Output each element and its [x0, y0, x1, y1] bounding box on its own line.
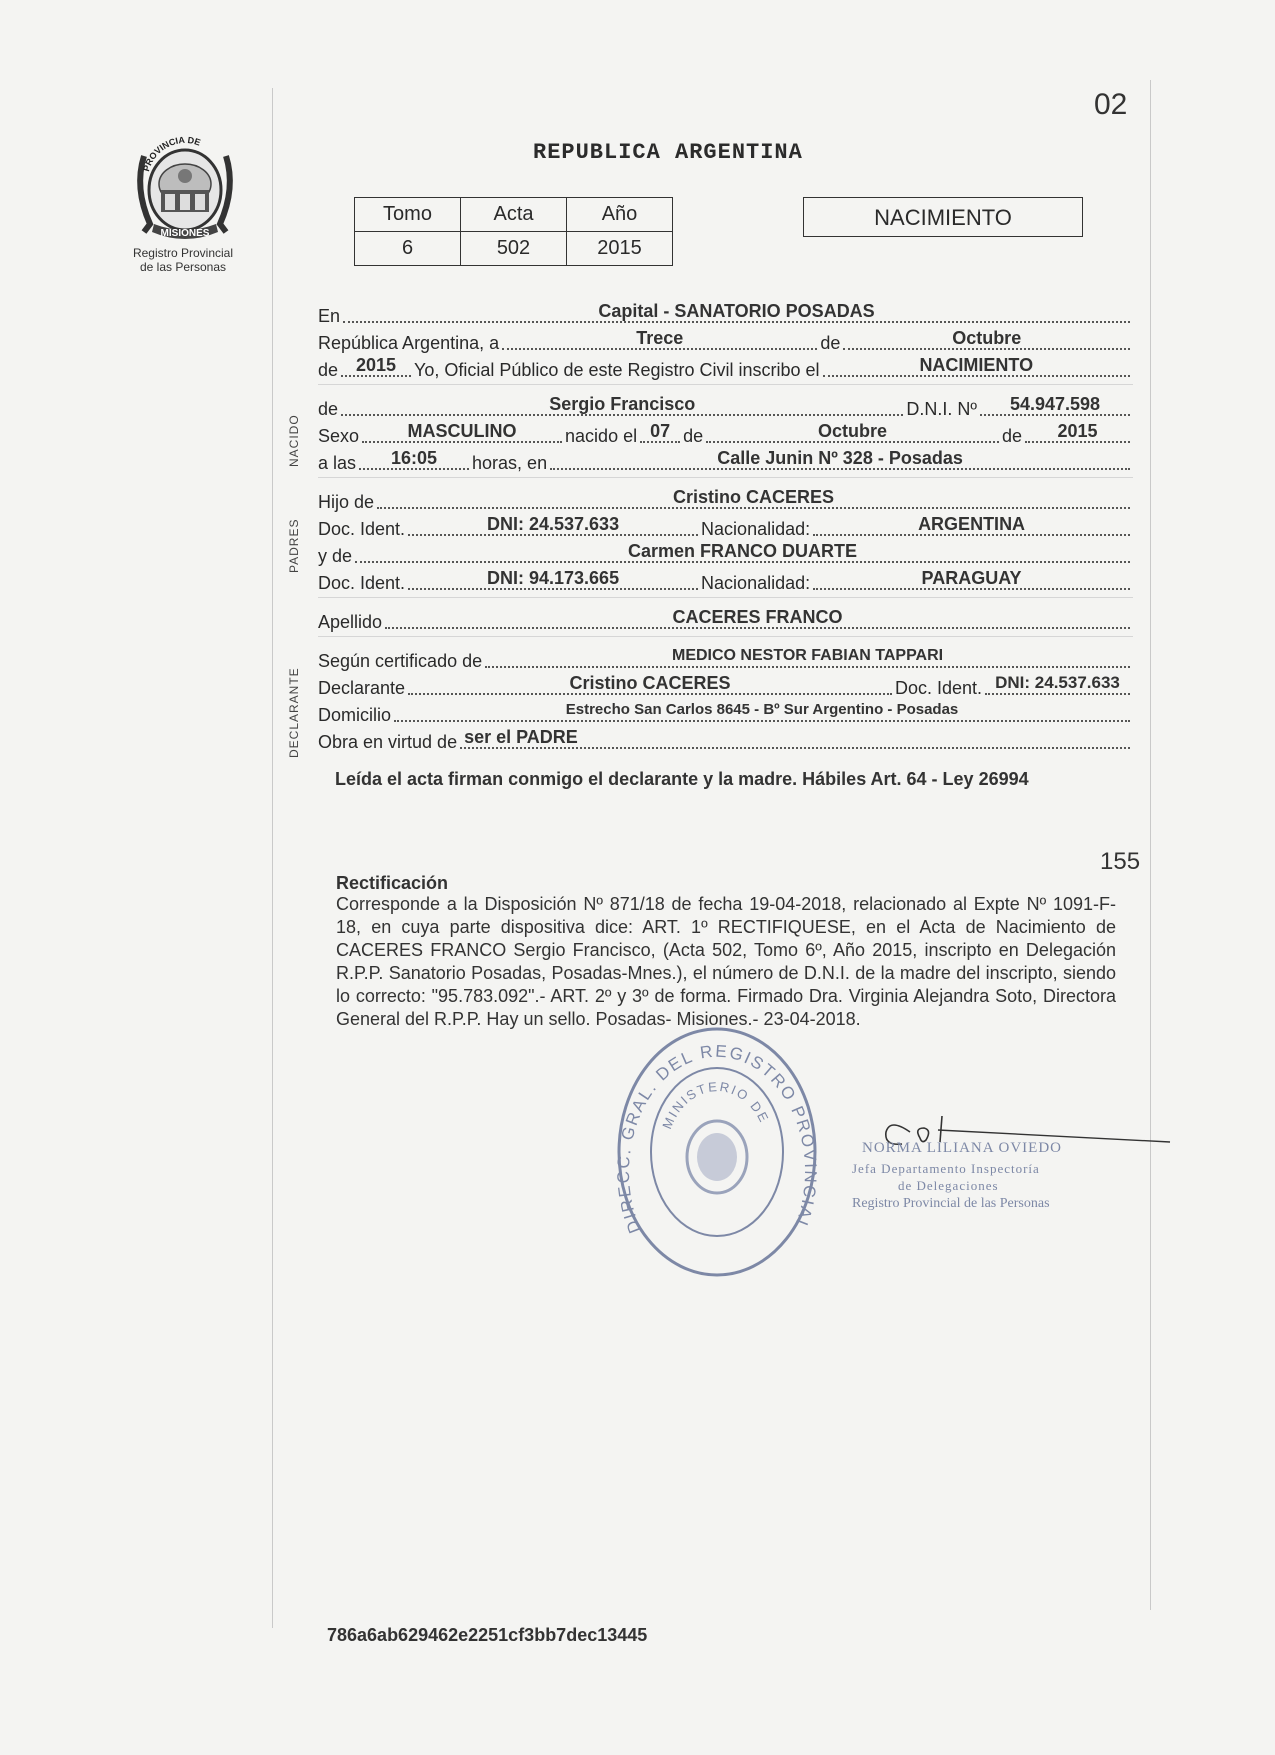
- row-madre-doc: Doc. Ident. DNI: 94.173.665 Nacionalidad: PARAGUAY: [318, 567, 1133, 594]
- stamp-outer-text: DIRECC. GRAL. DEL REGISTRO PROVINCIAL: [613, 1041, 821, 1236]
- row-padre-doc: Doc. Ident. DNI: 24.537.633 Nacionalidad: ARGENTINA: [318, 513, 1133, 540]
- header-acta: Acta: [461, 198, 567, 232]
- logo-top-text: PROVINCIA DE: [141, 134, 202, 173]
- signatory-title-1: Jefa Departamento Inspectoría: [852, 1161, 1040, 1176]
- field-anio: 2015: [356, 355, 397, 375]
- registry-table: [354, 197, 673, 266]
- row-apellido: Apellido CACERES FRANCO: [318, 606, 1133, 633]
- annotation-number: 155: [1100, 848, 1141, 875]
- rectification-body: Corresponde a la Disposición Nº 871/18 de fecha 19-04-2018, relacionado al Expte Nº 1091-F-18, en cuya parte dispositiva dice: ART. 1º RECTIFIQUESE, en el Acta de Nacimiento de CACERES FRANCO Sergio Francisco, (Acta 502, Tomo 6º, Año 2015, inscripto en Delegación R.P.P. Sanatorio Posadas, Posadas-Mnes.), el número de D.N.I. de la madre del inscripto, siendo lo correcto: "95.783.092".- ART. 2º y 3º de forma. Firmado Dra. Virginia Alejandra Soto, Directora General del R.P.P. Hay un sello. Posadas- Misiones.- 23-04-2018.: [336, 894, 1116, 1029]
- row-madre: y de Carmen FRANCO DUARTE: [318, 540, 1133, 567]
- section-label-nacido: NACIDO: [287, 414, 301, 467]
- row-domicilio: Domicilio Estrecho San Carlos 8645 - Bº Sur Argentino - Posadas: [318, 699, 1133, 726]
- province-logo: [130, 128, 240, 251]
- field-inscribe: NACIMIENTO: [919, 355, 1034, 375]
- row-sexo: Sexo MASCULINO nacido el 07 de Octubre de 2015: [318, 420, 1133, 447]
- registry-value-row: [355, 232, 673, 266]
- closing-statement: Leída el acta firman conmigo el declarante y la madre. Hábiles Art. 64 - Ley 26994: [335, 769, 1029, 789]
- field-mes-nac: Octubre: [818, 421, 888, 441]
- value-acta: 502: [461, 232, 567, 266]
- value-anio: 2015: [567, 232, 673, 266]
- province-seal-icon: [130, 128, 240, 246]
- section-label-declarante: DECLARANTE: [287, 667, 301, 758]
- field-nombre: Sergio Francisco: [549, 394, 696, 414]
- row-inscripcion: de 2015 Yo, Oficial Público de este Registro Civil inscribo el NACIMIENTO: [318, 354, 1133, 381]
- field-apellido: CACERES FRANCO: [672, 607, 843, 627]
- field-madre-nac: PARAGUAY: [921, 568, 1022, 588]
- page-number: 02: [1094, 88, 1128, 121]
- birth-record-form: [318, 300, 1133, 753]
- svg-text:DIRECC. GRAL. DEL REGISTRO PRO: [612, 1022, 820, 1241]
- logo-bottom-text: MISIONES: [160, 228, 210, 239]
- official-stamp-icon: [612, 1022, 822, 1282]
- right-margin-rule: [1150, 80, 1151, 1610]
- field-dia-letras: Trece: [636, 328, 684, 348]
- field-lugar: Capital - SANATORIO POSADAS: [598, 301, 875, 321]
- field-declarante: Cristino CACERES: [569, 673, 731, 693]
- field-dni: 54.947.598: [1009, 394, 1101, 414]
- document-hash: 786a6ab629462e2251cf3bb7dec13445: [327, 1625, 648, 1645]
- field-dia-nac: 07: [650, 421, 671, 441]
- signatory-name: NORMA LILIANA OVIEDO: [862, 1140, 1062, 1156]
- left-margin-rule: [272, 88, 273, 1628]
- field-madre: Carmen FRANCO DUARTE: [628, 541, 858, 561]
- rectification-title: Rectificación: [336, 873, 449, 893]
- value-tomo: 6: [355, 232, 461, 266]
- field-hora: 16:05: [391, 448, 438, 468]
- row-hora: a las 16:05 horas, en Calle Junin Nº 328 - Posadas: [318, 447, 1133, 474]
- stamp-inner-text: MINISTERIO DE: [659, 1078, 773, 1132]
- field-domicilio: Estrecho San Carlos 8645 - Bº Sur Argentino - Posadas: [565, 701, 959, 718]
- row-certificado: Según certificado de MEDICO NESTOR FABIAN TAPPARI: [318, 645, 1133, 672]
- field-madre-doc: DNI: 94.173.665: [487, 568, 620, 588]
- row-padre: Hijo de Cristino CACERES: [318, 486, 1133, 513]
- row-lugar: En Capital - SANATORIO POSADAS: [318, 300, 1133, 327]
- field-certificado: MEDICO NESTOR FABIAN TAPPARI: [671, 647, 944, 664]
- row-nombre: de Sergio Francisco D.N.I. Nº 54.947.598: [318, 393, 1133, 420]
- official-stamp: [612, 1022, 822, 1287]
- act-type-box: NACIMIENTO: [803, 197, 1083, 237]
- field-sexo: MASCULINO: [407, 421, 517, 441]
- field-padre: Cristino CACERES: [673, 487, 835, 507]
- row-obra: Obra en virtud de ser el PADRE: [318, 726, 1133, 753]
- header-anio: Año: [567, 198, 673, 232]
- section-label-padres: PADRES: [287, 518, 301, 573]
- field-padre-nac: ARGENTINA: [918, 514, 1026, 534]
- row-declarante: Declarante Cristino CACERES Doc. Ident. DNI: 24.537.633: [318, 672, 1133, 699]
- field-anio-nac: 2015: [1057, 421, 1098, 441]
- field-padre-doc: DNI: 24.537.633: [487, 514, 620, 534]
- logo-caption: Registro Provincial de las Personas: [132, 246, 234, 274]
- field-domicilio-nac: Calle Junin Nº 328 - Posadas: [717, 448, 963, 468]
- signatory-title-2: de Delegaciones: [898, 1178, 999, 1193]
- field-declarante-doc: DNI: 24.537.633: [995, 673, 1120, 692]
- document-title: REPUBLICA ARGENTINA: [533, 140, 803, 165]
- row-fecha: República Argentina, a Trece de Octubre: [318, 327, 1133, 354]
- field-mes: Octubre: [952, 328, 1022, 348]
- registry-header-row: [355, 198, 673, 232]
- header-tomo: Tomo: [355, 198, 461, 232]
- field-obra: ser el PADRE: [464, 727, 578, 747]
- signatory-title-3: Registro Provincial de las Personas: [852, 1196, 1050, 1211]
